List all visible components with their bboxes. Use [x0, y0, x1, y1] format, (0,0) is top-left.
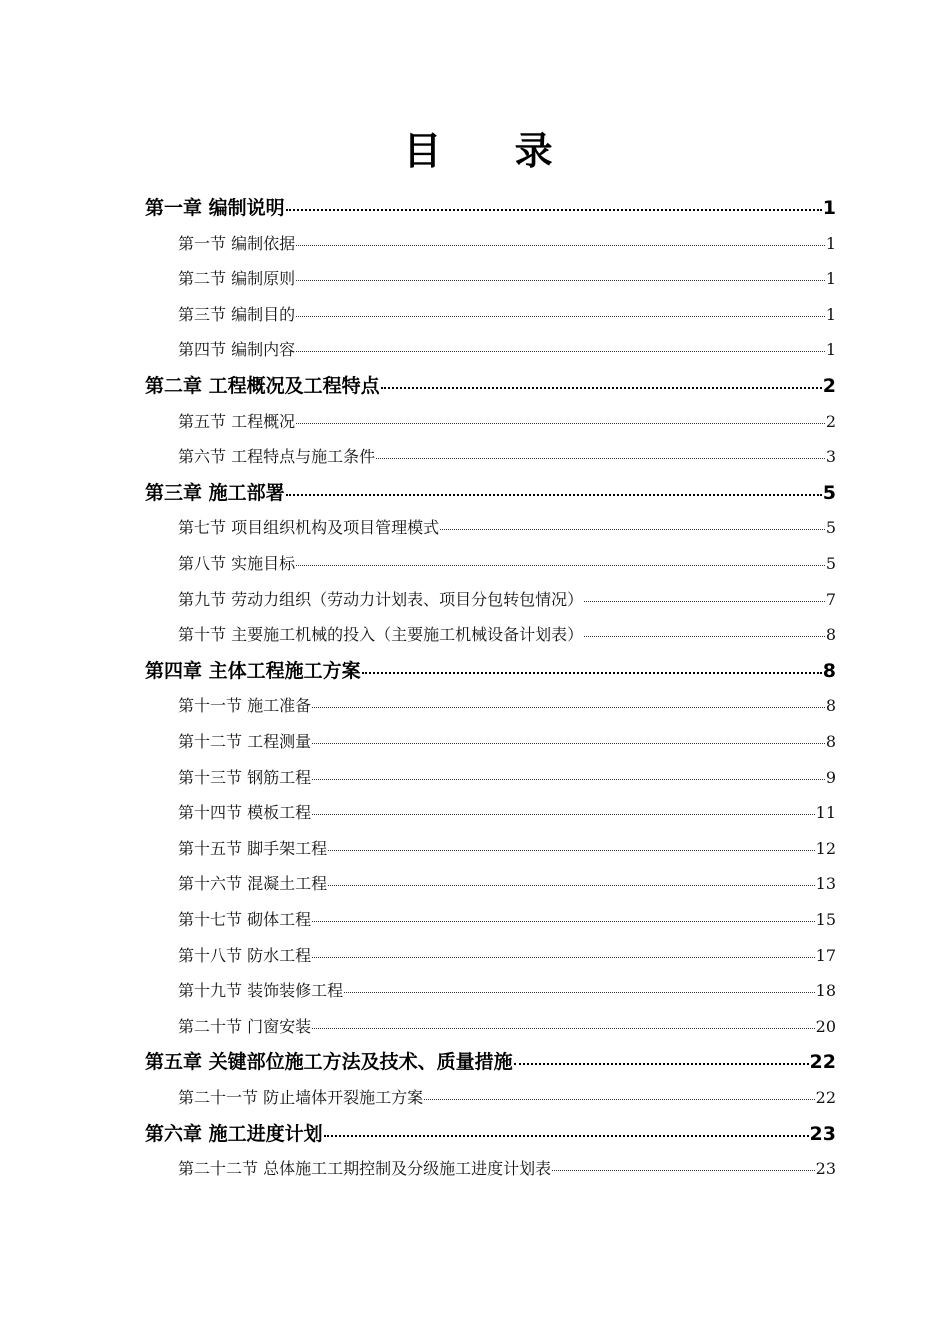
toc-page-number: 18 — [815, 981, 836, 1001]
dot-leader — [286, 494, 822, 496]
toc-page-number: 23 — [809, 1122, 836, 1145]
toc-page-number: 23 — [815, 1159, 836, 1179]
toc-entry-label: 第六章 施工进度计划 — [145, 1122, 323, 1145]
toc-page-number: 1 — [825, 269, 836, 289]
toc-entry-label: 第十二节 工程测量 — [178, 732, 312, 751]
dot-leader — [296, 316, 825, 317]
toc-section-entry[interactable] — [178, 439, 836, 475]
toc-section-entry[interactable] — [178, 688, 836, 724]
dot-leader — [514, 1063, 809, 1065]
toc-entry-label: 第十四节 模板工程 — [178, 803, 312, 823]
toc-page-number: 5 — [825, 554, 836, 573]
dot-leader — [296, 245, 825, 246]
toc-entry-label: 第四章 主体工程施工方案 — [145, 659, 361, 682]
toc-page-number: 5 — [825, 518, 836, 538]
toc-page-number: 22 — [809, 1051, 836, 1074]
dot-leader — [362, 672, 822, 674]
toc-page-number: 8 — [822, 659, 836, 682]
toc-page-number: 2 — [822, 375, 836, 397]
toc-chapter-entry[interactable] — [145, 190, 836, 226]
toc-section-entry[interactable] — [178, 938, 836, 974]
toc-page-number: 20 — [815, 1016, 836, 1036]
toc-section-entry[interactable] — [178, 866, 836, 902]
toc-section-entry[interactable] — [178, 582, 836, 618]
toc-entry-label: 第三章 施工部署 — [145, 481, 285, 504]
toc-entry-label: 第十六节 混凝土工程 — [178, 874, 328, 894]
dot-leader — [312, 1028, 815, 1029]
toc-entry-label: 第五章 关键部位施工方法及技术、质量措施 — [145, 1051, 513, 1074]
toc-section-entry[interactable] — [178, 1009, 836, 1045]
toc-section-entry[interactable] — [178, 332, 836, 368]
toc-entry-label: 第六节 工程特点与施工条件 — [178, 447, 376, 467]
toc-entry-label: 第十九节 装饰装修工程 — [178, 981, 344, 1001]
toc-entry-label: 第十三节 钢筋工程 — [178, 767, 312, 787]
toc-section-entry[interactable] — [178, 902, 836, 938]
toc-section-entry[interactable] — [178, 617, 836, 653]
toc-page-number: 15 — [815, 910, 836, 929]
toc-section-entry[interactable] — [178, 1151, 836, 1187]
toc-section-entry[interactable] — [178, 297, 836, 333]
toc-chapter-entry[interactable] — [145, 368, 836, 404]
dot-leader — [440, 529, 825, 530]
toc-section-entry[interactable] — [178, 831, 836, 867]
toc-section-entry[interactable] — [178, 404, 836, 440]
toc-entry-label: 第四节 编制内容 — [178, 340, 296, 360]
toc-page-number: 2 — [825, 411, 836, 431]
toc-page-number: 5 — [822, 481, 836, 504]
toc-chapter-entry[interactable] — [145, 653, 836, 689]
toc-page-number: 1 — [825, 340, 836, 360]
toc-entry-label: 第二章 工程概况及工程特点 — [145, 375, 380, 397]
dot-leader — [424, 1099, 815, 1100]
dot-leader — [328, 850, 815, 851]
dot-leader — [296, 280, 825, 281]
dot-leader — [381, 387, 822, 389]
toc-entry-label: 第二十一节 防止墙体开裂施工方案 — [178, 1088, 424, 1107]
dot-leader — [296, 565, 825, 566]
dot-leader — [584, 601, 825, 602]
dot-leader — [296, 351, 825, 352]
toc-page-number: 17 — [815, 945, 836, 965]
toc-chapter-entry[interactable] — [145, 1116, 836, 1152]
toc-page-number: 8 — [825, 625, 836, 645]
dot-leader — [376, 458, 825, 459]
toc-entry-label: 第十一节 施工准备 — [178, 696, 312, 716]
toc-page-number: 8 — [825, 696, 836, 716]
toc-entry-label: 第七节 项目组织机构及项目管理模式 — [178, 518, 440, 538]
toc-section-entry[interactable] — [178, 795, 836, 831]
dot-leader — [344, 992, 815, 993]
toc-entry-label: 第十五节 脚手架工程 — [178, 838, 328, 858]
toc-page-number: 1 — [825, 304, 836, 324]
toc-section-entry[interactable] — [178, 1080, 836, 1116]
dot-leader — [584, 636, 825, 637]
toc-page-number: 12 — [815, 838, 836, 858]
toc-section-entry[interactable] — [178, 546, 836, 582]
toc-entry-label: 第二十节 门窗安装 — [178, 1016, 312, 1036]
toc-page-number: 1 — [825, 233, 836, 253]
toc-entry-label: 第十七节 砌体工程 — [178, 910, 312, 929]
toc-entry-label: 第五节 工程概况 — [178, 411, 296, 431]
toc-page-number: 22 — [815, 1088, 836, 1107]
toc-page-number: 8 — [825, 732, 836, 751]
toc-section-entry[interactable] — [178, 724, 836, 760]
dot-leader — [312, 814, 815, 815]
toc-section-entry[interactable] — [178, 510, 836, 546]
toc-entry-label: 第一节 编制依据 — [178, 233, 296, 253]
toc-section-entry[interactable] — [178, 973, 836, 1009]
toc-entry-label: 第二十二节 总体施工工期控制及分级施工进度计划表 — [178, 1159, 552, 1179]
toc-entry-label: 第九节 劳动力组织（劳动力计划表、项目分包转包情况） — [178, 589, 584, 609]
toc-page-number: 7 — [825, 589, 836, 609]
dot-leader — [312, 779, 825, 780]
dot-leader — [328, 885, 815, 886]
toc-section-entry[interactable] — [178, 261, 836, 297]
dot-leader — [296, 423, 825, 424]
toc-entry-label: 第十八节 防水工程 — [178, 945, 312, 965]
dot-leader — [312, 921, 815, 922]
toc-page-number: 3 — [825, 447, 836, 467]
toc-page-number: 9 — [825, 767, 836, 787]
toc-chapter-entry[interactable] — [145, 475, 836, 511]
toc-page-number: 13 — [815, 874, 836, 894]
dot-leader — [312, 743, 825, 744]
toc-page-number: 11 — [815, 803, 836, 823]
toc-entry-label: 第十节 主要施工机械的投入（主要施工机械设备计划表） — [178, 625, 584, 645]
toc-entry-label: 第一章 编制说明 — [145, 197, 285, 219]
toc-section-entry[interactable] — [178, 226, 836, 262]
toc-chapter-entry[interactable] — [145, 1044, 836, 1080]
toc-entry-label: 第二节 编制原则 — [178, 269, 296, 289]
toc-entry-label: 第三节 编制目的 — [178, 304, 296, 324]
dot-leader — [552, 1170, 815, 1171]
page-title: 目 录 — [403, 129, 583, 173]
dot-leader — [324, 1135, 809, 1137]
dot-leader — [312, 707, 825, 708]
dot-leader — [312, 957, 815, 958]
dot-leader — [286, 209, 822, 211]
toc-section-entry[interactable] — [178, 760, 836, 796]
toc-entry-label: 第八节 实施目标 — [178, 554, 296, 573]
toc-page-number: 1 — [822, 197, 836, 219]
